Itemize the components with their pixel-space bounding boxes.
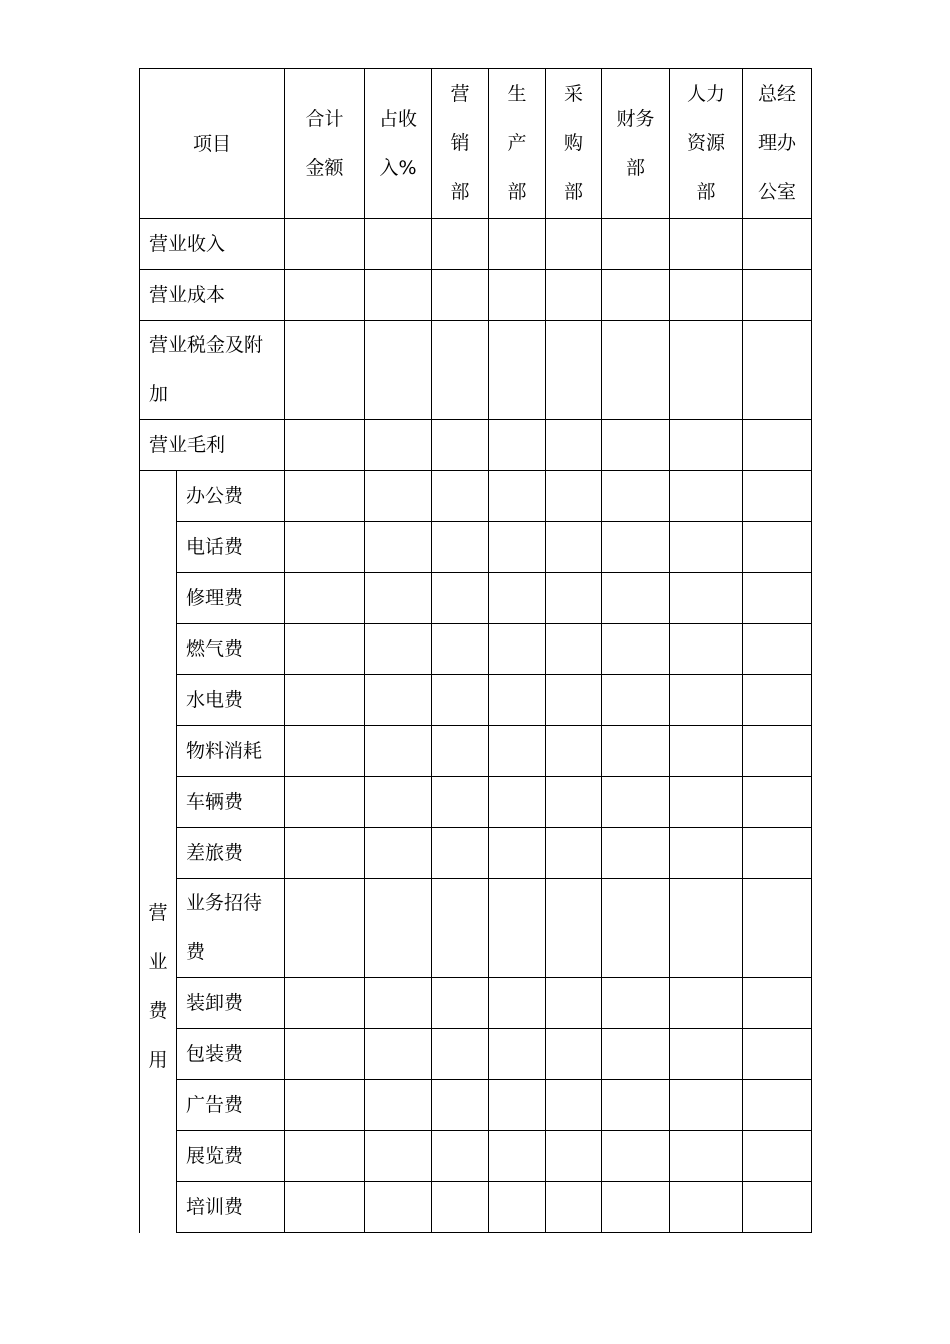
- table-cell[interactable]: [743, 1131, 812, 1182]
- table-cell[interactable]: [432, 573, 489, 624]
- table-cell[interactable]: [670, 471, 743, 522]
- row-label-expense-item: 车辆费: [177, 777, 285, 828]
- table-cell[interactable]: [489, 675, 546, 726]
- table-cell[interactable]: [602, 471, 670, 522]
- table-cell[interactable]: [285, 1029, 365, 1080]
- table-row: [140, 321, 812, 420]
- table-cell[interactable]: [670, 879, 743, 978]
- table-cell[interactable]: [432, 1080, 489, 1131]
- table-cell[interactable]: [365, 1029, 432, 1080]
- table-cell[interactable]: [743, 777, 812, 828]
- header-hr: 人力 资源 部: [670, 69, 743, 219]
- table-cell[interactable]: [285, 522, 365, 573]
- row-label-expense-item: 修理费: [177, 573, 285, 624]
- table-cell[interactable]: [670, 978, 743, 1029]
- row-group-label-expenses: 营 业 费 用: [140, 471, 177, 1233]
- table-cell[interactable]: [546, 828, 602, 879]
- header-marketing: 营 销 部: [432, 69, 489, 219]
- table-cell[interactable]: [743, 624, 812, 675]
- table-cell[interactable]: [432, 471, 489, 522]
- table-cell[interactable]: [602, 1182, 670, 1233]
- row-label-expense-item: 燃气费: [177, 624, 285, 675]
- table-cell[interactable]: [602, 321, 670, 420]
- table-cell[interactable]: [743, 522, 812, 573]
- table-row: [140, 978, 812, 1029]
- table-cell[interactable]: [546, 675, 602, 726]
- table-cell[interactable]: [743, 828, 812, 879]
- table-cell[interactable]: [432, 1029, 489, 1080]
- row-label-expense-item: 培训费: [177, 1182, 285, 1233]
- row-label-expense-item: 差旅费: [177, 828, 285, 879]
- table-cell[interactable]: [285, 978, 365, 1029]
- table-cell[interactable]: [670, 420, 743, 471]
- table-cell[interactable]: [546, 573, 602, 624]
- table-row: [140, 420, 812, 471]
- table-cell[interactable]: [602, 270, 670, 321]
- table-cell[interactable]: [365, 978, 432, 1029]
- table-cell[interactable]: [602, 219, 670, 270]
- table-cell[interactable]: [365, 522, 432, 573]
- table-cell[interactable]: [365, 675, 432, 726]
- table-cell[interactable]: [285, 270, 365, 321]
- table-row: [140, 675, 812, 726]
- table-cell[interactable]: [285, 420, 365, 471]
- table-cell[interactable]: [365, 1182, 432, 1233]
- table-cell[interactable]: [489, 420, 546, 471]
- table-cell[interactable]: [365, 270, 432, 321]
- table-cell[interactable]: [489, 777, 546, 828]
- table-row: [140, 1080, 812, 1131]
- table-cell[interactable]: [743, 321, 812, 420]
- table-cell[interactable]: [602, 777, 670, 828]
- table-cell[interactable]: [670, 1029, 743, 1080]
- table-cell[interactable]: [489, 1131, 546, 1182]
- table-cell[interactable]: [489, 1080, 546, 1131]
- table-cell[interactable]: [489, 624, 546, 675]
- row-label-expense-item: 水电费: [177, 675, 285, 726]
- table-cell[interactable]: [546, 624, 602, 675]
- table-cell[interactable]: [670, 1080, 743, 1131]
- table-cell[interactable]: [602, 522, 670, 573]
- table-cell[interactable]: [602, 1131, 670, 1182]
- table-cell[interactable]: [432, 1182, 489, 1233]
- header-purchasing: 采 购 部: [546, 69, 602, 219]
- table-row: [140, 1182, 812, 1233]
- budget-table-container: [139, 68, 811, 1233]
- table-cell[interactable]: [670, 321, 743, 420]
- table-cell[interactable]: [365, 471, 432, 522]
- table-cell[interactable]: [489, 219, 546, 270]
- row-label-revenue: 营业收入: [140, 219, 285, 270]
- table-cell[interactable]: [285, 624, 365, 675]
- expense-section: [140, 471, 812, 1233]
- table-cell[interactable]: [546, 777, 602, 828]
- table-cell[interactable]: [365, 219, 432, 270]
- table-cell[interactable]: [432, 777, 489, 828]
- table-cell[interactable]: [743, 879, 812, 978]
- table-cell[interactable]: [432, 270, 489, 321]
- table-cell[interactable]: [546, 321, 602, 420]
- table-cell[interactable]: [285, 471, 365, 522]
- table-cell[interactable]: [489, 573, 546, 624]
- header-percent: 占收 入%: [365, 69, 432, 219]
- row-label-expense-item: 包装费: [177, 1029, 285, 1080]
- table-cell[interactable]: [432, 420, 489, 471]
- table-cell[interactable]: [602, 624, 670, 675]
- table-cell[interactable]: [670, 624, 743, 675]
- table-row: [140, 879, 812, 978]
- table-cell[interactable]: [365, 1131, 432, 1182]
- table-cell[interactable]: [546, 219, 602, 270]
- table-row: [140, 726, 812, 777]
- table-row: [140, 1029, 812, 1080]
- table-cell[interactable]: [489, 1029, 546, 1080]
- table-cell[interactable]: [546, 1131, 602, 1182]
- table-cell[interactable]: [743, 726, 812, 777]
- table-cell[interactable]: [489, 270, 546, 321]
- table-cell[interactable]: [285, 726, 365, 777]
- table-cell[interactable]: [670, 726, 743, 777]
- table-row: [140, 471, 812, 522]
- table-cell[interactable]: [432, 675, 489, 726]
- row-label-tax: 营业税金及附 加: [140, 321, 285, 420]
- table-cell[interactable]: [670, 219, 743, 270]
- table-cell[interactable]: [546, 420, 602, 471]
- table-cell[interactable]: [602, 573, 670, 624]
- table-cell[interactable]: [489, 978, 546, 1029]
- table-cell[interactable]: [743, 675, 812, 726]
- header-total: 合计 金额: [285, 69, 365, 219]
- table-cell[interactable]: [285, 879, 365, 978]
- table-cell[interactable]: [285, 1182, 365, 1233]
- table-cell[interactable]: [743, 270, 812, 321]
- table-cell[interactable]: [670, 270, 743, 321]
- row-label-expense-item: 装卸费: [177, 978, 285, 1029]
- table-cell[interactable]: [285, 828, 365, 879]
- table-cell[interactable]: [602, 675, 670, 726]
- table-cell[interactable]: [432, 978, 489, 1029]
- table-cell[interactable]: [670, 573, 743, 624]
- table-cell[interactable]: [489, 828, 546, 879]
- table-row: [140, 624, 812, 675]
- table-cell[interactable]: [546, 726, 602, 777]
- table-cell[interactable]: [670, 1182, 743, 1233]
- budget-table: [139, 68, 812, 1233]
- table-cell[interactable]: [670, 777, 743, 828]
- table-cell[interactable]: [743, 573, 812, 624]
- table-row: [140, 573, 812, 624]
- table-cell[interactable]: [602, 1080, 670, 1131]
- table-cell[interactable]: [743, 978, 812, 1029]
- table-cell[interactable]: [489, 879, 546, 978]
- table-row: [140, 219, 812, 270]
- table-cell[interactable]: [546, 879, 602, 978]
- table-cell[interactable]: [546, 1029, 602, 1080]
- row-label-expense-item: 展览费: [177, 1131, 285, 1182]
- table-cell[interactable]: [670, 522, 743, 573]
- table-cell[interactable]: [285, 675, 365, 726]
- table-cell[interactable]: [365, 726, 432, 777]
- table-cell[interactable]: [285, 1080, 365, 1131]
- table-row: [140, 828, 812, 879]
- table-cell[interactable]: [546, 1080, 602, 1131]
- row-label-expense-item: 物料消耗: [177, 726, 285, 777]
- row-label-cost: 营业成本: [140, 270, 285, 321]
- table-cell[interactable]: [602, 978, 670, 1029]
- header-item: 项目: [140, 69, 285, 219]
- table-cell[interactable]: [546, 1182, 602, 1233]
- table-cell[interactable]: [432, 219, 489, 270]
- table-row: [140, 522, 812, 573]
- row-label-expense-item: 广告费: [177, 1080, 285, 1131]
- table-cell[interactable]: [365, 624, 432, 675]
- table-cell[interactable]: [670, 828, 743, 879]
- header-row: [140, 69, 812, 219]
- table-cell[interactable]: [546, 471, 602, 522]
- table-cell[interactable]: [489, 321, 546, 420]
- table-cell[interactable]: [546, 522, 602, 573]
- table-cell[interactable]: [365, 879, 432, 978]
- table-cell[interactable]: [489, 1182, 546, 1233]
- table-cell[interactable]: [489, 726, 546, 777]
- table-cell[interactable]: [432, 726, 489, 777]
- table-row: [140, 777, 812, 828]
- table-row: [140, 270, 812, 321]
- row-label-expense-item: 电话费: [177, 522, 285, 573]
- table-cell[interactable]: [432, 321, 489, 420]
- table-cell[interactable]: [670, 675, 743, 726]
- header-production: 生 产 部: [489, 69, 546, 219]
- table-cell[interactable]: [365, 420, 432, 471]
- table-cell[interactable]: [365, 1080, 432, 1131]
- table-cell[interactable]: [285, 1131, 365, 1182]
- table-cell[interactable]: [670, 1131, 743, 1182]
- table-cell[interactable]: [432, 1131, 489, 1182]
- table-cell[interactable]: [602, 420, 670, 471]
- table-cell[interactable]: [432, 879, 489, 978]
- header-gm-office: 总经 理办 公室: [743, 69, 812, 219]
- table-cell[interactable]: [285, 573, 365, 624]
- table-cell[interactable]: [743, 1080, 812, 1131]
- table-cell[interactable]: [365, 777, 432, 828]
- table-cell[interactable]: [365, 573, 432, 624]
- row-label-gross-profit: 营业毛利: [140, 420, 285, 471]
- table-cell[interactable]: [365, 828, 432, 879]
- row-label-expense-item: 业务招待 费: [177, 879, 285, 978]
- table-cell[interactable]: [602, 726, 670, 777]
- header-finance: 财务 部: [602, 69, 670, 219]
- table-cell[interactable]: [432, 828, 489, 879]
- table-cell[interactable]: [602, 879, 670, 978]
- table-cell[interactable]: [489, 471, 546, 522]
- table-cell[interactable]: [285, 321, 365, 420]
- table-cell[interactable]: [546, 978, 602, 1029]
- table-cell[interactable]: [743, 420, 812, 471]
- table-cell[interactable]: [489, 522, 546, 573]
- table-cell[interactable]: [285, 219, 365, 270]
- table-cell[interactable]: [432, 522, 489, 573]
- table-cell[interactable]: [743, 471, 812, 522]
- table-cell[interactable]: [743, 219, 812, 270]
- table-cell[interactable]: [285, 777, 365, 828]
- table-cell[interactable]: [546, 270, 602, 321]
- table-row: [140, 1131, 812, 1182]
- table-cell[interactable]: [602, 1029, 670, 1080]
- table-cell[interactable]: [602, 828, 670, 879]
- table-cell[interactable]: [743, 1029, 812, 1080]
- row-label-expense-item: 办公费: [177, 471, 285, 522]
- table-cell[interactable]: [432, 624, 489, 675]
- table-cell[interactable]: [743, 1182, 812, 1233]
- table-cell[interactable]: [365, 321, 432, 420]
